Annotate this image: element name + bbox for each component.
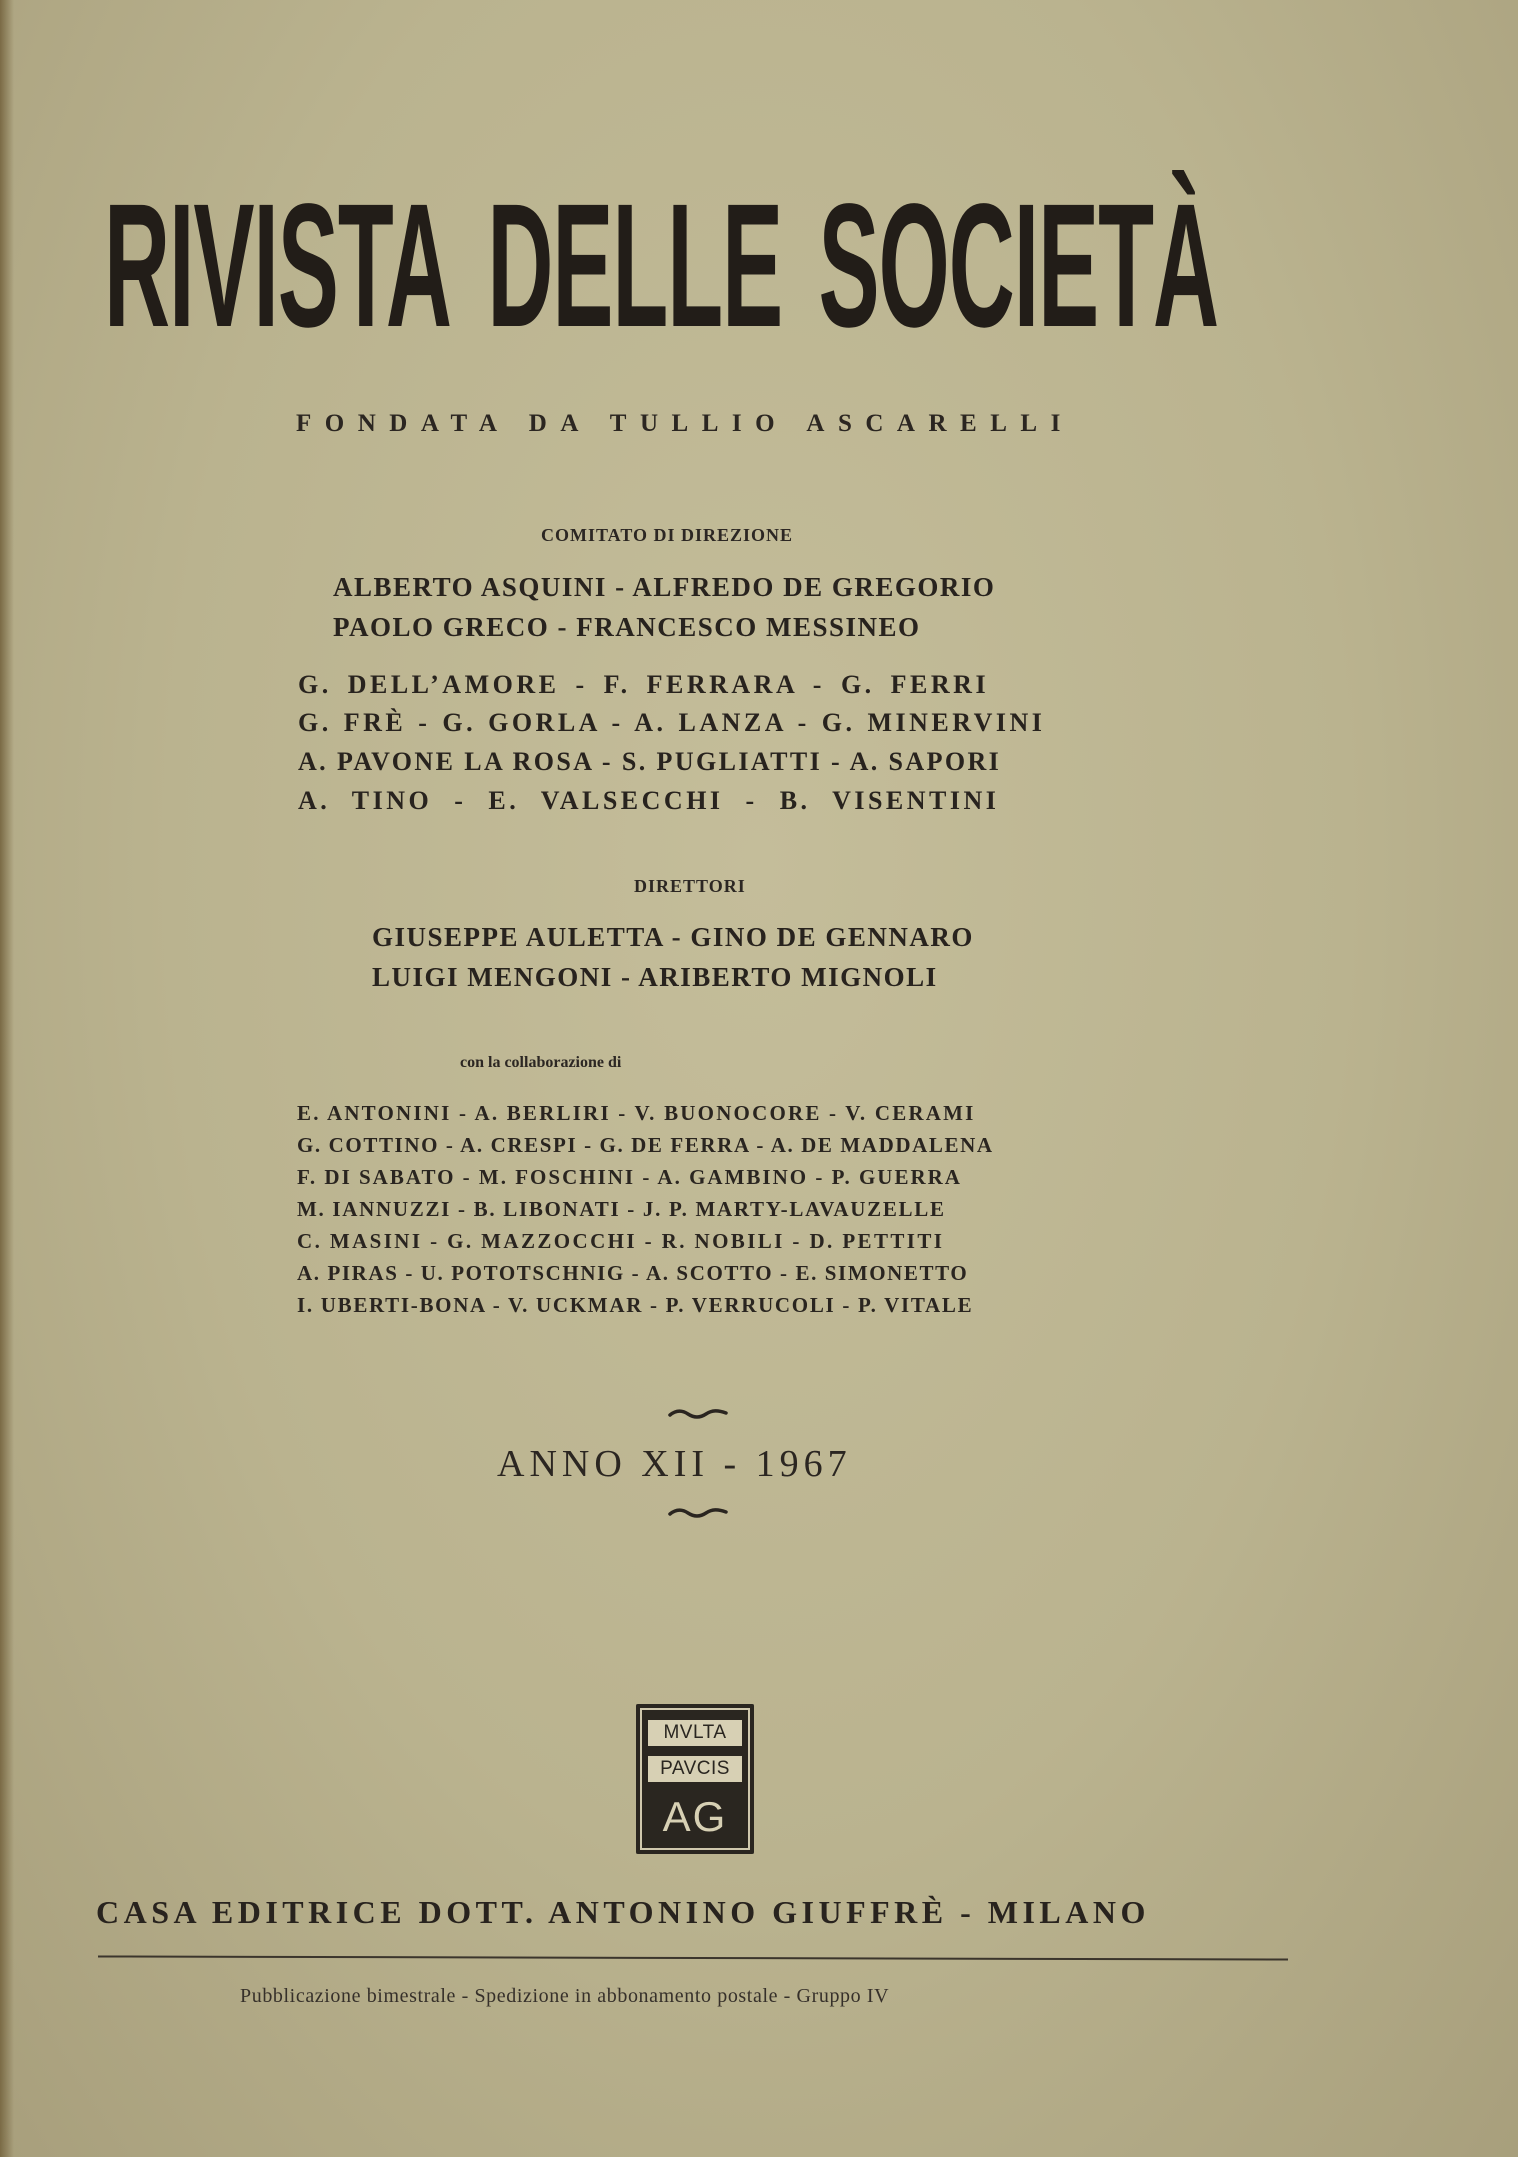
logo-motto-line: MVLTA (648, 1720, 742, 1746)
collaborazione-line: M. IANNUZZI - B. LIBONATI - J. P. MARTY-LAVAUZELLE (297, 1197, 946, 1221)
wave-ornament-icon (668, 1409, 728, 1419)
collaborazione-line: G. COTTINO - A. CRESPI - G. DE FERRA - A. DE MADDALENA (297, 1133, 994, 1157)
comitato-label: COMITATO DI DIREZIONE (541, 525, 794, 545)
issue-year: ANNO XII - 1967 (497, 1443, 852, 1485)
comitato-senior-line: PAOLO GRECO - FRANCESCO MESSINEO (333, 612, 921, 642)
page-binding-shadow (0, 0, 14, 2157)
title-word: DELLE (487, 168, 783, 364)
comitato-member-line: A. TINO - E. VALSECCHI - B. VISENTINI (298, 786, 1000, 815)
journal-title (104, 168, 1219, 364)
comitato-member-line: G. DELL’AMORE - F. FERRARA - G. FERRI (298, 670, 990, 699)
collaborazione-line: E. ANTONINI - A. BERLIRI - V. BUONOCORE - V. CERAMI (297, 1101, 976, 1125)
collaborazione-line: C. MASINI - G. MAZZOCCHI - R. NOBILI - D. PETTITI (297, 1229, 945, 1253)
publication-note: Pubblicazione bimestrale - Spedizione in abbonamento postale - Gruppo IV (240, 1985, 890, 2007)
direttori-line: LUIGI MENGONI - ARIBERTO MIGNOLI (372, 962, 938, 992)
divider (98, 1955, 1288, 1960)
publisher-name: CASA EDITRICE DOTT. ANTONINO GIUFFRÈ - MILANO (96, 1894, 1150, 1930)
publisher-logo (636, 1704, 754, 1854)
wave-ornament-icon (668, 1508, 728, 1518)
direttori-label: DIRETTORI (634, 876, 746, 896)
collaborazione-label: con la collaborazione di (460, 1054, 622, 1071)
journal-subtitle: FONDATA DA TULLIO ASCARELLI (296, 410, 1074, 437)
comitato-member-line: G. FRÈ - G. GORLA - A. LANZA - G. MINERVINI (298, 708, 1046, 737)
direttori-line: GIUSEPPE AULETTA - GINO DE GENNARO (372, 922, 974, 952)
logo-motto-line: PAVCIS (648, 1756, 742, 1782)
title-word: RIVISTA (104, 168, 451, 364)
collaborazione-line: F. DI SABATO - M. FOSCHINI - A. GAMBINO - P. GUERRA (297, 1165, 962, 1189)
comitato-member-line: A. PAVONE LA ROSA - S. PUGLIATTI - A. SAPORI (298, 747, 1002, 776)
logo-monogram: AG (662, 1793, 728, 1840)
title-word: SOCIETÀ (818, 168, 1219, 364)
comitato-senior-line: ALBERTO ASQUINI - ALFREDO DE GREGORIO (333, 572, 996, 602)
collaborazione-line: I. UBERTI-BONA - V. UCKMAR - P. VERRUCOLI - P. VITALE (297, 1293, 974, 1317)
collaborazione-line: A. PIRAS - U. POTOTSCHNIG - A. SCOTTO - E. SIMONETTO (297, 1261, 969, 1285)
